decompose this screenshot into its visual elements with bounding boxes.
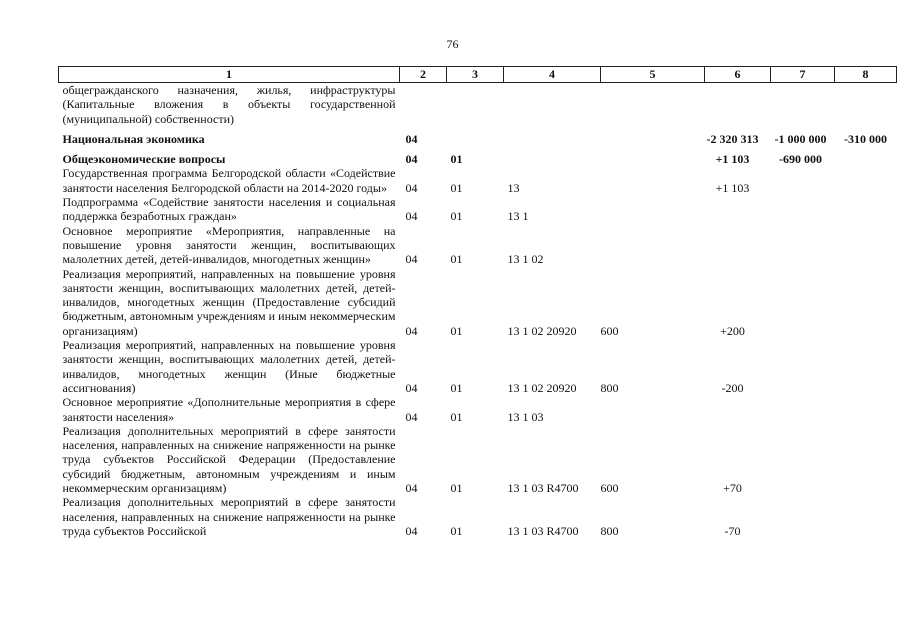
row-value-col8 bbox=[835, 424, 897, 495]
header-col-1: 1 bbox=[59, 67, 400, 83]
row-target-article bbox=[504, 83, 601, 126]
page-number: 76 bbox=[446, 37, 459, 51]
row-subsection-code: 01 bbox=[450, 152, 463, 167]
row-subsection-code: 01 bbox=[450, 252, 463, 267]
row-value-col8 bbox=[835, 195, 897, 224]
row-subsection-code: 01 bbox=[450, 323, 463, 338]
row-target-article: 13 1 02 20920 bbox=[507, 380, 577, 395]
row-section-code: 04 bbox=[405, 523, 418, 538]
row-value-col6: -70 bbox=[724, 523, 741, 538]
table-row bbox=[59, 495, 897, 538]
row-expense-type bbox=[601, 126, 705, 146]
row-target-article: 13 bbox=[507, 180, 520, 195]
row-value-col6: +1 103 bbox=[715, 180, 750, 195]
row-expense-type bbox=[601, 395, 705, 424]
row-value-col7 bbox=[771, 195, 835, 224]
row-value-col6: -2 320 313 bbox=[706, 131, 759, 146]
header-col-4: 4 bbox=[504, 67, 601, 83]
row-value-col6 bbox=[705, 395, 771, 424]
row-section-code bbox=[400, 83, 447, 126]
row-value-col6: -200 bbox=[721, 380, 744, 395]
table-row bbox=[59, 267, 897, 338]
row-subsection-code: 01 bbox=[450, 380, 463, 395]
row-expense-type bbox=[601, 166, 705, 195]
row-target-article bbox=[504, 126, 601, 146]
table-row bbox=[59, 395, 897, 424]
table-row bbox=[59, 146, 897, 166]
row-name: Основное мероприятие «Дополнительные мероприятия в сфере занятости населения» bbox=[62, 395, 396, 424]
row-subsection-code: 01 bbox=[450, 481, 463, 496]
table-header bbox=[59, 67, 897, 83]
row-target-article: 13 1 03 R4700 bbox=[507, 523, 579, 538]
row-value-col7 bbox=[771, 424, 835, 495]
row-name: общегражданского назначения, жилья, инфраструктуры (Капитальные вложения в объекты государственной (муниципальной) собственности) bbox=[62, 83, 396, 126]
row-expense-type: 800 bbox=[600, 380, 619, 395]
row-value-col8 bbox=[835, 83, 897, 126]
row-value-col7 bbox=[771, 495, 835, 538]
row-name: Реализация дополнительных мероприятий в сфере занятости населения, направленных на снижение напряженности на рынке труда субъектов Российской bbox=[62, 495, 396, 538]
row-expense-type bbox=[601, 146, 705, 166]
row-value-col8 bbox=[835, 224, 897, 267]
table-body bbox=[59, 83, 897, 539]
row-section-code: 04 bbox=[405, 409, 418, 424]
row-name: Национальная экономика bbox=[62, 131, 205, 146]
row-target-article: 13 1 02 20920 bbox=[507, 323, 577, 338]
row-value-col8 bbox=[835, 166, 897, 195]
row-expense-type bbox=[601, 195, 705, 224]
row-name: Реализация мероприятий, направленных на повышение уровня занятости женщин, воспитывающих малолетних детей, детей-инвалидов, многодетных женщин (Предоставление субсидий бюджетным, автономным учреждениям и иным некоммерческим организациям) bbox=[62, 266, 396, 338]
row-target-article: 13 1 bbox=[507, 209, 529, 224]
header-col-7: 7 bbox=[771, 67, 835, 83]
table-row bbox=[59, 166, 897, 195]
row-subsection-code: 01 bbox=[450, 409, 463, 424]
row-value-col8 bbox=[835, 267, 897, 338]
row-value-col6: +200 bbox=[720, 323, 745, 338]
row-value-col7 bbox=[771, 395, 835, 424]
table-row bbox=[59, 224, 897, 267]
row-expense-type: 800 bbox=[600, 523, 619, 538]
row-name: Основное мероприятие «Мероприятия, направленные на повышение уровня занятости женщин, воспитывающих малолетних детей, детей-инвалидов, многодетных женщин» bbox=[62, 223, 396, 267]
row-expense-type bbox=[601, 83, 705, 126]
row-subsection-code: 01 bbox=[450, 209, 463, 224]
row-subsection-code bbox=[447, 83, 504, 126]
row-value-col7: -1 000 000 bbox=[774, 131, 827, 146]
row-value-col8: -310 000 bbox=[844, 131, 887, 146]
row-name: Подпрограмма «Содействие занятости населения и социальная поддержка безработных граждан» bbox=[62, 195, 396, 224]
row-target-article bbox=[504, 146, 601, 166]
table-row bbox=[59, 83, 897, 126]
row-value-col6 bbox=[705, 224, 771, 267]
row-expense-type bbox=[601, 224, 705, 267]
row-expense-type: 600 bbox=[600, 481, 619, 496]
row-value-col7 bbox=[771, 224, 835, 267]
row-section-code: 04 bbox=[405, 380, 418, 395]
row-subsection-code bbox=[447, 126, 504, 146]
row-value-col7 bbox=[771, 338, 835, 395]
row-name: Реализация мероприятий, направленных на повышение уровня занятости женщин, воспитывающих малолетних детей, детей-инвалидов, многодетных женщин (Иные бюджетные ассигнования) bbox=[62, 338, 396, 395]
header-col-5: 5 bbox=[601, 67, 705, 83]
row-value-col8 bbox=[835, 338, 897, 395]
row-name: Общеэкономические вопросы bbox=[62, 152, 226, 167]
row-section-code: 04 bbox=[405, 481, 418, 496]
table-row bbox=[59, 338, 897, 395]
header-col-8: 8 bbox=[835, 67, 897, 83]
row-value-col7 bbox=[771, 166, 835, 195]
row-name: Государственная программа Белгородской области «Содействие занятости населения Белгородской области на 2014-2020 годы» bbox=[62, 166, 396, 195]
header-col-2: 2 bbox=[400, 67, 447, 83]
row-subsection-code: 01 bbox=[450, 523, 463, 538]
row-value-col6 bbox=[705, 83, 771, 126]
header-col-6: 6 bbox=[705, 67, 771, 83]
budget-table bbox=[58, 66, 897, 538]
row-section-code: 04 bbox=[405, 209, 418, 224]
row-section-code: 04 bbox=[405, 252, 418, 267]
row-section-code: 04 bbox=[405, 180, 418, 195]
table-row bbox=[59, 195, 897, 224]
row-value-col7 bbox=[771, 267, 835, 338]
row-value-col6 bbox=[705, 195, 771, 224]
row-value-col8 bbox=[835, 495, 897, 538]
row-target-article: 13 1 03 bbox=[507, 409, 544, 424]
row-section-code: 04 bbox=[405, 131, 418, 146]
row-section-code: 04 bbox=[405, 152, 418, 167]
row-value-col7 bbox=[771, 83, 835, 126]
row-value-col7: -690 000 bbox=[779, 152, 822, 167]
header-row bbox=[59, 67, 897, 83]
row-name: Реализация дополнительных мероприятий в сфере занятости населения, направленных на снижение напряженности на рынке труда субъектов Российской Федерации (Предоставление субсидий бюджетным, автономным учреждениям и иным некоммерческим организациям) bbox=[62, 423, 396, 496]
row-value-col8 bbox=[835, 146, 897, 166]
row-subsection-code: 01 bbox=[450, 180, 463, 195]
table-row bbox=[59, 126, 897, 146]
row-target-article: 13 1 03 R4700 bbox=[507, 481, 579, 496]
row-value-col8 bbox=[835, 395, 897, 424]
row-section-code: 04 bbox=[405, 323, 418, 338]
row-target-article: 13 1 02 bbox=[507, 252, 544, 267]
header-col-3: 3 bbox=[447, 67, 504, 83]
row-expense-type: 600 bbox=[600, 323, 619, 338]
row-value-col6: +1 103 bbox=[715, 152, 750, 167]
row-value-col6: +70 bbox=[723, 481, 742, 496]
table-row bbox=[59, 424, 897, 495]
